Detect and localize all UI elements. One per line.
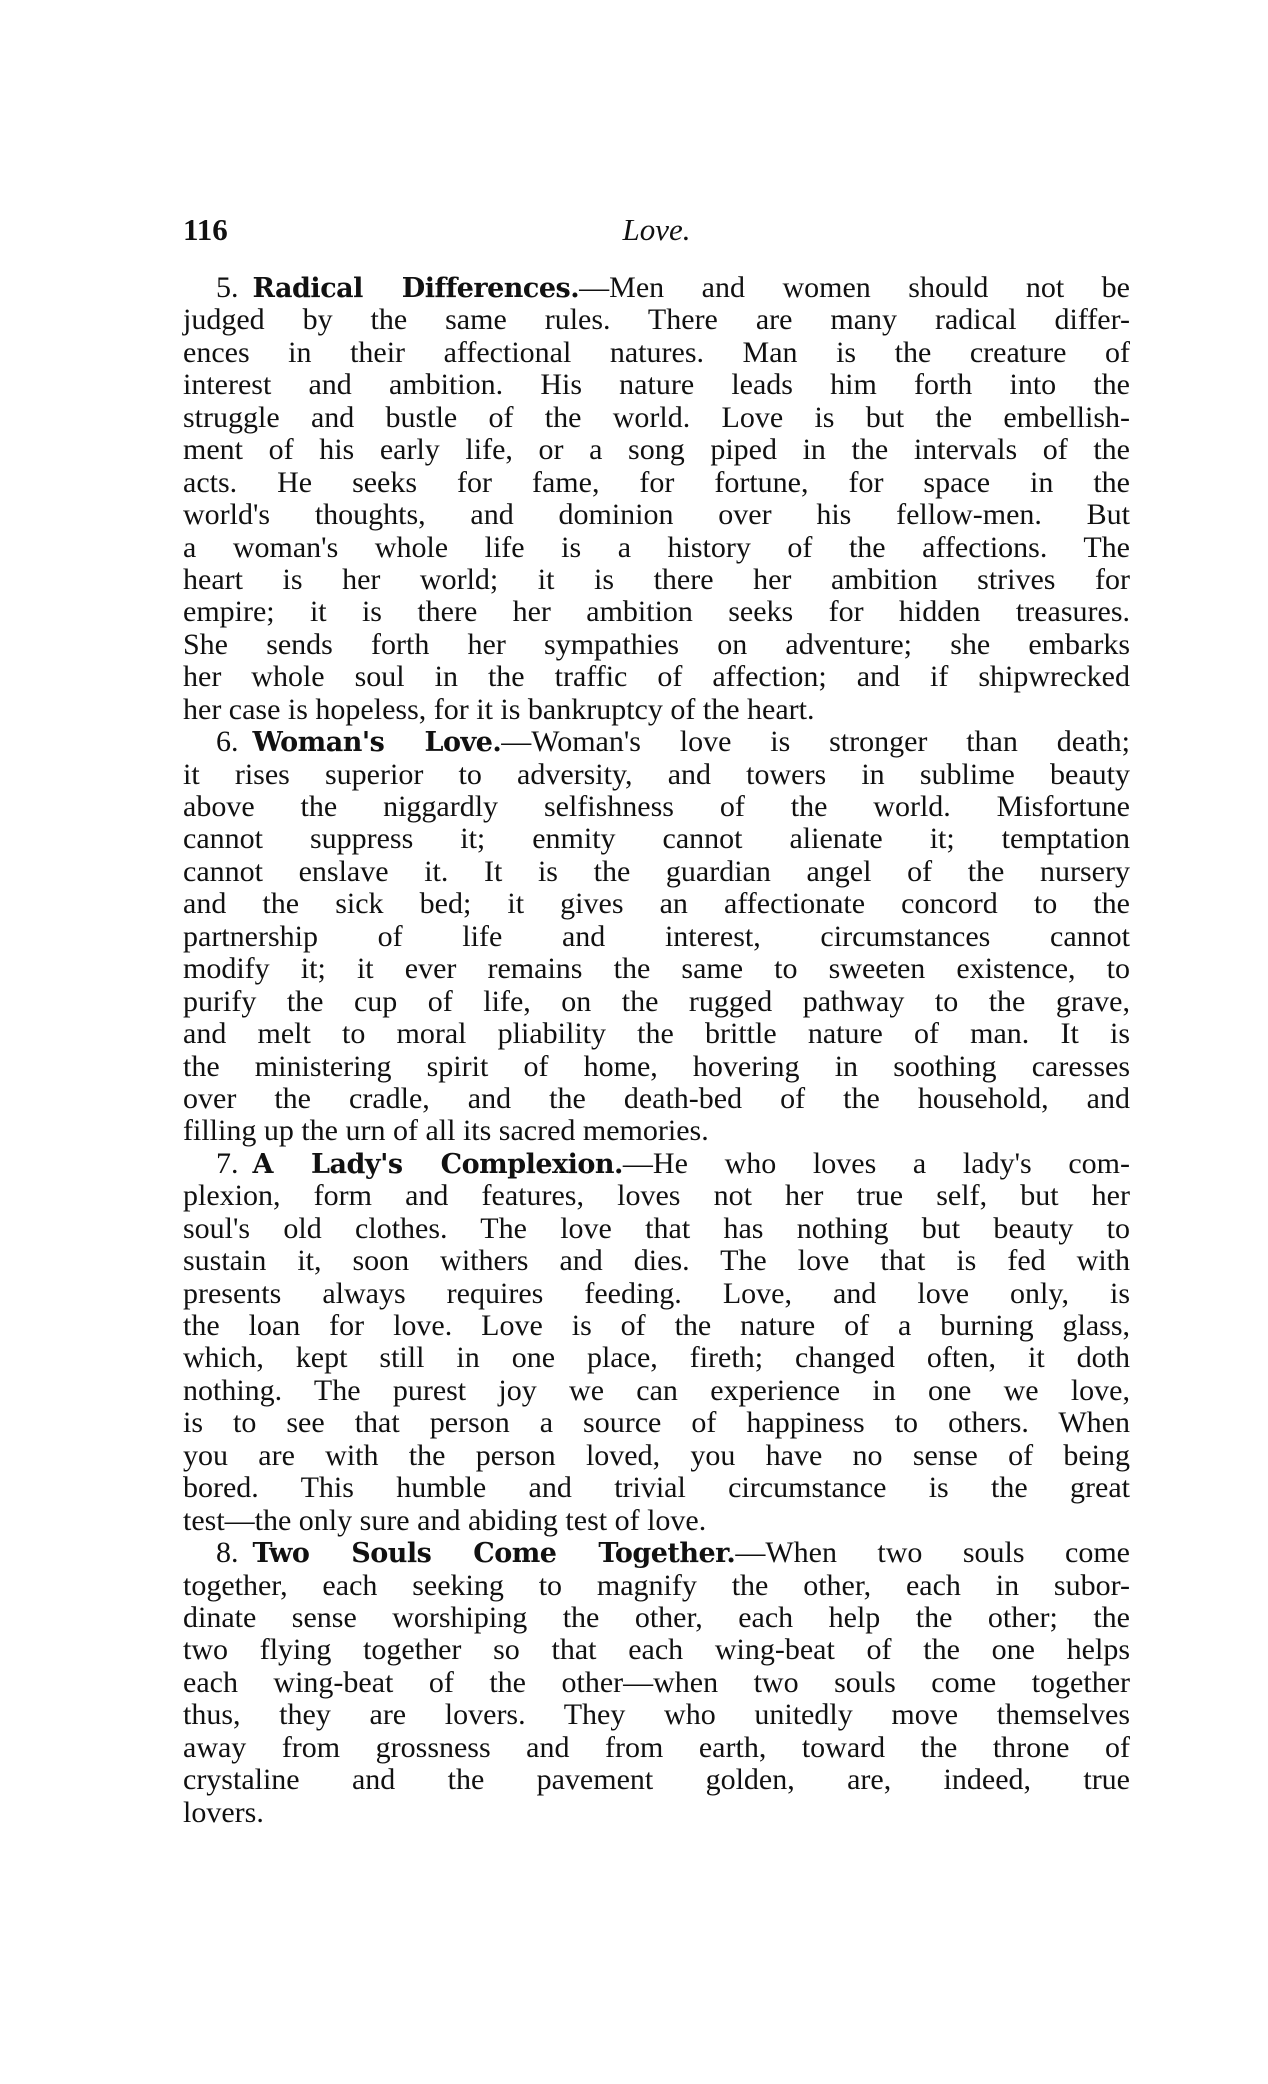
paragraph-number: 7. bbox=[216, 1146, 239, 1180]
text-line bbox=[183, 726, 1130, 758]
text-line: above the niggardly selfishness of the world. Misfortune bbox=[183, 790, 1130, 823]
paragraph-heading: A Lady's Complexion. bbox=[252, 1148, 623, 1180]
text-line bbox=[183, 272, 1130, 304]
text-line: the ministering spirit of home, hovering in soothing caresses bbox=[183, 1049, 1130, 1083]
text-line: nothing. The purest joy we can experience in one we love, bbox=[183, 1373, 1130, 1407]
text-line: presents always requires feeding. Love, and love only, is bbox=[183, 1276, 1130, 1310]
text-line: the loan for love. Love is of the nature of a burning glass, bbox=[183, 1309, 1130, 1342]
text-line: two flying together so that each wing-beat of the one helps bbox=[183, 1633, 1130, 1667]
paragraph-first-line: —He who loves a lady's com- bbox=[622, 1146, 1130, 1180]
text-line: cannot enslave it. It is the guardian angel of the nursery bbox=[183, 854, 1130, 888]
paragraph-heading: Radical Differences. bbox=[252, 273, 580, 304]
text-line: over the cradle, and the death-bed of the household, and bbox=[183, 1081, 1130, 1115]
text-line: filling up the urn of all its sacred memories. bbox=[183, 1114, 709, 1148]
text-line: ment of his early life, or a song piped in the intervals of the bbox=[183, 433, 1130, 467]
paragraph bbox=[183, 272, 1130, 726]
text-line: struggle and bustle of the world. Love is but the embellish- bbox=[183, 400, 1130, 434]
text-line: She sends forth her sympathies on adventure; she embarks bbox=[183, 627, 1130, 661]
text-line: and the sick bed; it gives an affectionate concord to the bbox=[183, 887, 1130, 921]
paragraph bbox=[183, 726, 1130, 1148]
paragraph-heading: Two Souls Come Together. bbox=[252, 1538, 736, 1570]
page-header bbox=[183, 212, 1130, 252]
text-line: bored. This humble and trivial circumstance is the great bbox=[183, 1471, 1130, 1505]
text-line: test—the only sure and abiding test of love. bbox=[183, 1503, 707, 1537]
paragraph-number: 8. bbox=[216, 1536, 239, 1570]
running-title: Love. bbox=[622, 212, 691, 247]
text-line: you are with the person loved, you have no sense of being bbox=[183, 1438, 1130, 1472]
text-line: judged by the same rules. There are many radical differ- bbox=[183, 303, 1130, 337]
text-line: dinate sense worshiping the other, each help the other; the bbox=[183, 1600, 1130, 1634]
text-line: acts. He seeks for fame, for fortune, for space in the bbox=[183, 465, 1130, 499]
text-line: partnership of life and interest, circumstances cannot bbox=[183, 919, 1130, 953]
text-line: away from grossness and from earth, toward the throne of bbox=[183, 1730, 1130, 1764]
paragraph-first-line: —Woman's love is stronger than death; bbox=[501, 725, 1130, 759]
text-line: each wing-beat of the other—when two souls come together bbox=[183, 1665, 1130, 1699]
paragraph-heading: Woman's Love. bbox=[252, 727, 502, 759]
text-line: which, kept still in one place, fireth; changed often, it doth bbox=[183, 1341, 1130, 1375]
text-line: crystaline and the pavement golden, are, indeed, true bbox=[183, 1763, 1130, 1797]
page-number: 116 bbox=[183, 212, 228, 247]
text-line: purify the cup of life, on the rugged pathway to the grave, bbox=[183, 984, 1130, 1018]
paragraph-first-line: —Men and women should not be bbox=[579, 271, 1130, 304]
paragraph-number: 6. bbox=[216, 725, 239, 759]
text-line: is to see that person a source of happiness to others. When bbox=[183, 1406, 1130, 1440]
paragraph bbox=[183, 1537, 1130, 1829]
text-line: soul's old clothes. The love that has nothing but beauty to bbox=[183, 1211, 1130, 1245]
text-line bbox=[183, 1537, 1130, 1569]
text-line: it rises superior to adversity, and towers in sublime beauty bbox=[183, 757, 1130, 791]
text-line: together, each seeking to magnify the other, each in subor- bbox=[183, 1568, 1130, 1602]
text-line: thus, they are lovers. They who unitedly move themselves bbox=[183, 1698, 1130, 1732]
text-line: a woman's whole life is a history of the affections. The bbox=[183, 530, 1130, 564]
text-line: sustain it, soon withers and dies. The love that is fed with bbox=[183, 1244, 1130, 1278]
text-line: heart is her world; it is there her ambition strives for bbox=[183, 562, 1130, 596]
text-line: her whole soul in the traffic of affection; and if shipwrecked bbox=[183, 660, 1130, 694]
page-body bbox=[183, 272, 1130, 1829]
paragraph-number: 5. bbox=[216, 271, 239, 304]
text-line: interest and ambition. His nature leads him forth into the bbox=[183, 368, 1130, 402]
paragraph-first-line: —When two souls come bbox=[735, 1536, 1130, 1570]
text-line: modify it; it ever remains the same to sweeten existence, to bbox=[183, 952, 1130, 986]
text-line: empire; it is there her ambition seeks for hidden treasures. bbox=[183, 595, 1130, 629]
text-line: world's thoughts, and dominion over his fellow-men. But bbox=[183, 498, 1130, 532]
paragraph bbox=[183, 1148, 1130, 1537]
text-line: cannot suppress it; enmity cannot alienate it; temptation bbox=[183, 822, 1130, 856]
text-line: her case is hopeless, for it is bankruptcy of the heart. bbox=[183, 692, 815, 726]
text-line: plexion, form and features, loves not her true self, but her bbox=[183, 1179, 1130, 1213]
text-line: lovers. bbox=[183, 1795, 264, 1829]
text-line: and melt to moral pliability the brittle nature of man. It is bbox=[183, 1017, 1130, 1051]
text-line bbox=[183, 1148, 1130, 1180]
text-line: ences in their affectional natures. Man is the creature of bbox=[183, 335, 1130, 369]
